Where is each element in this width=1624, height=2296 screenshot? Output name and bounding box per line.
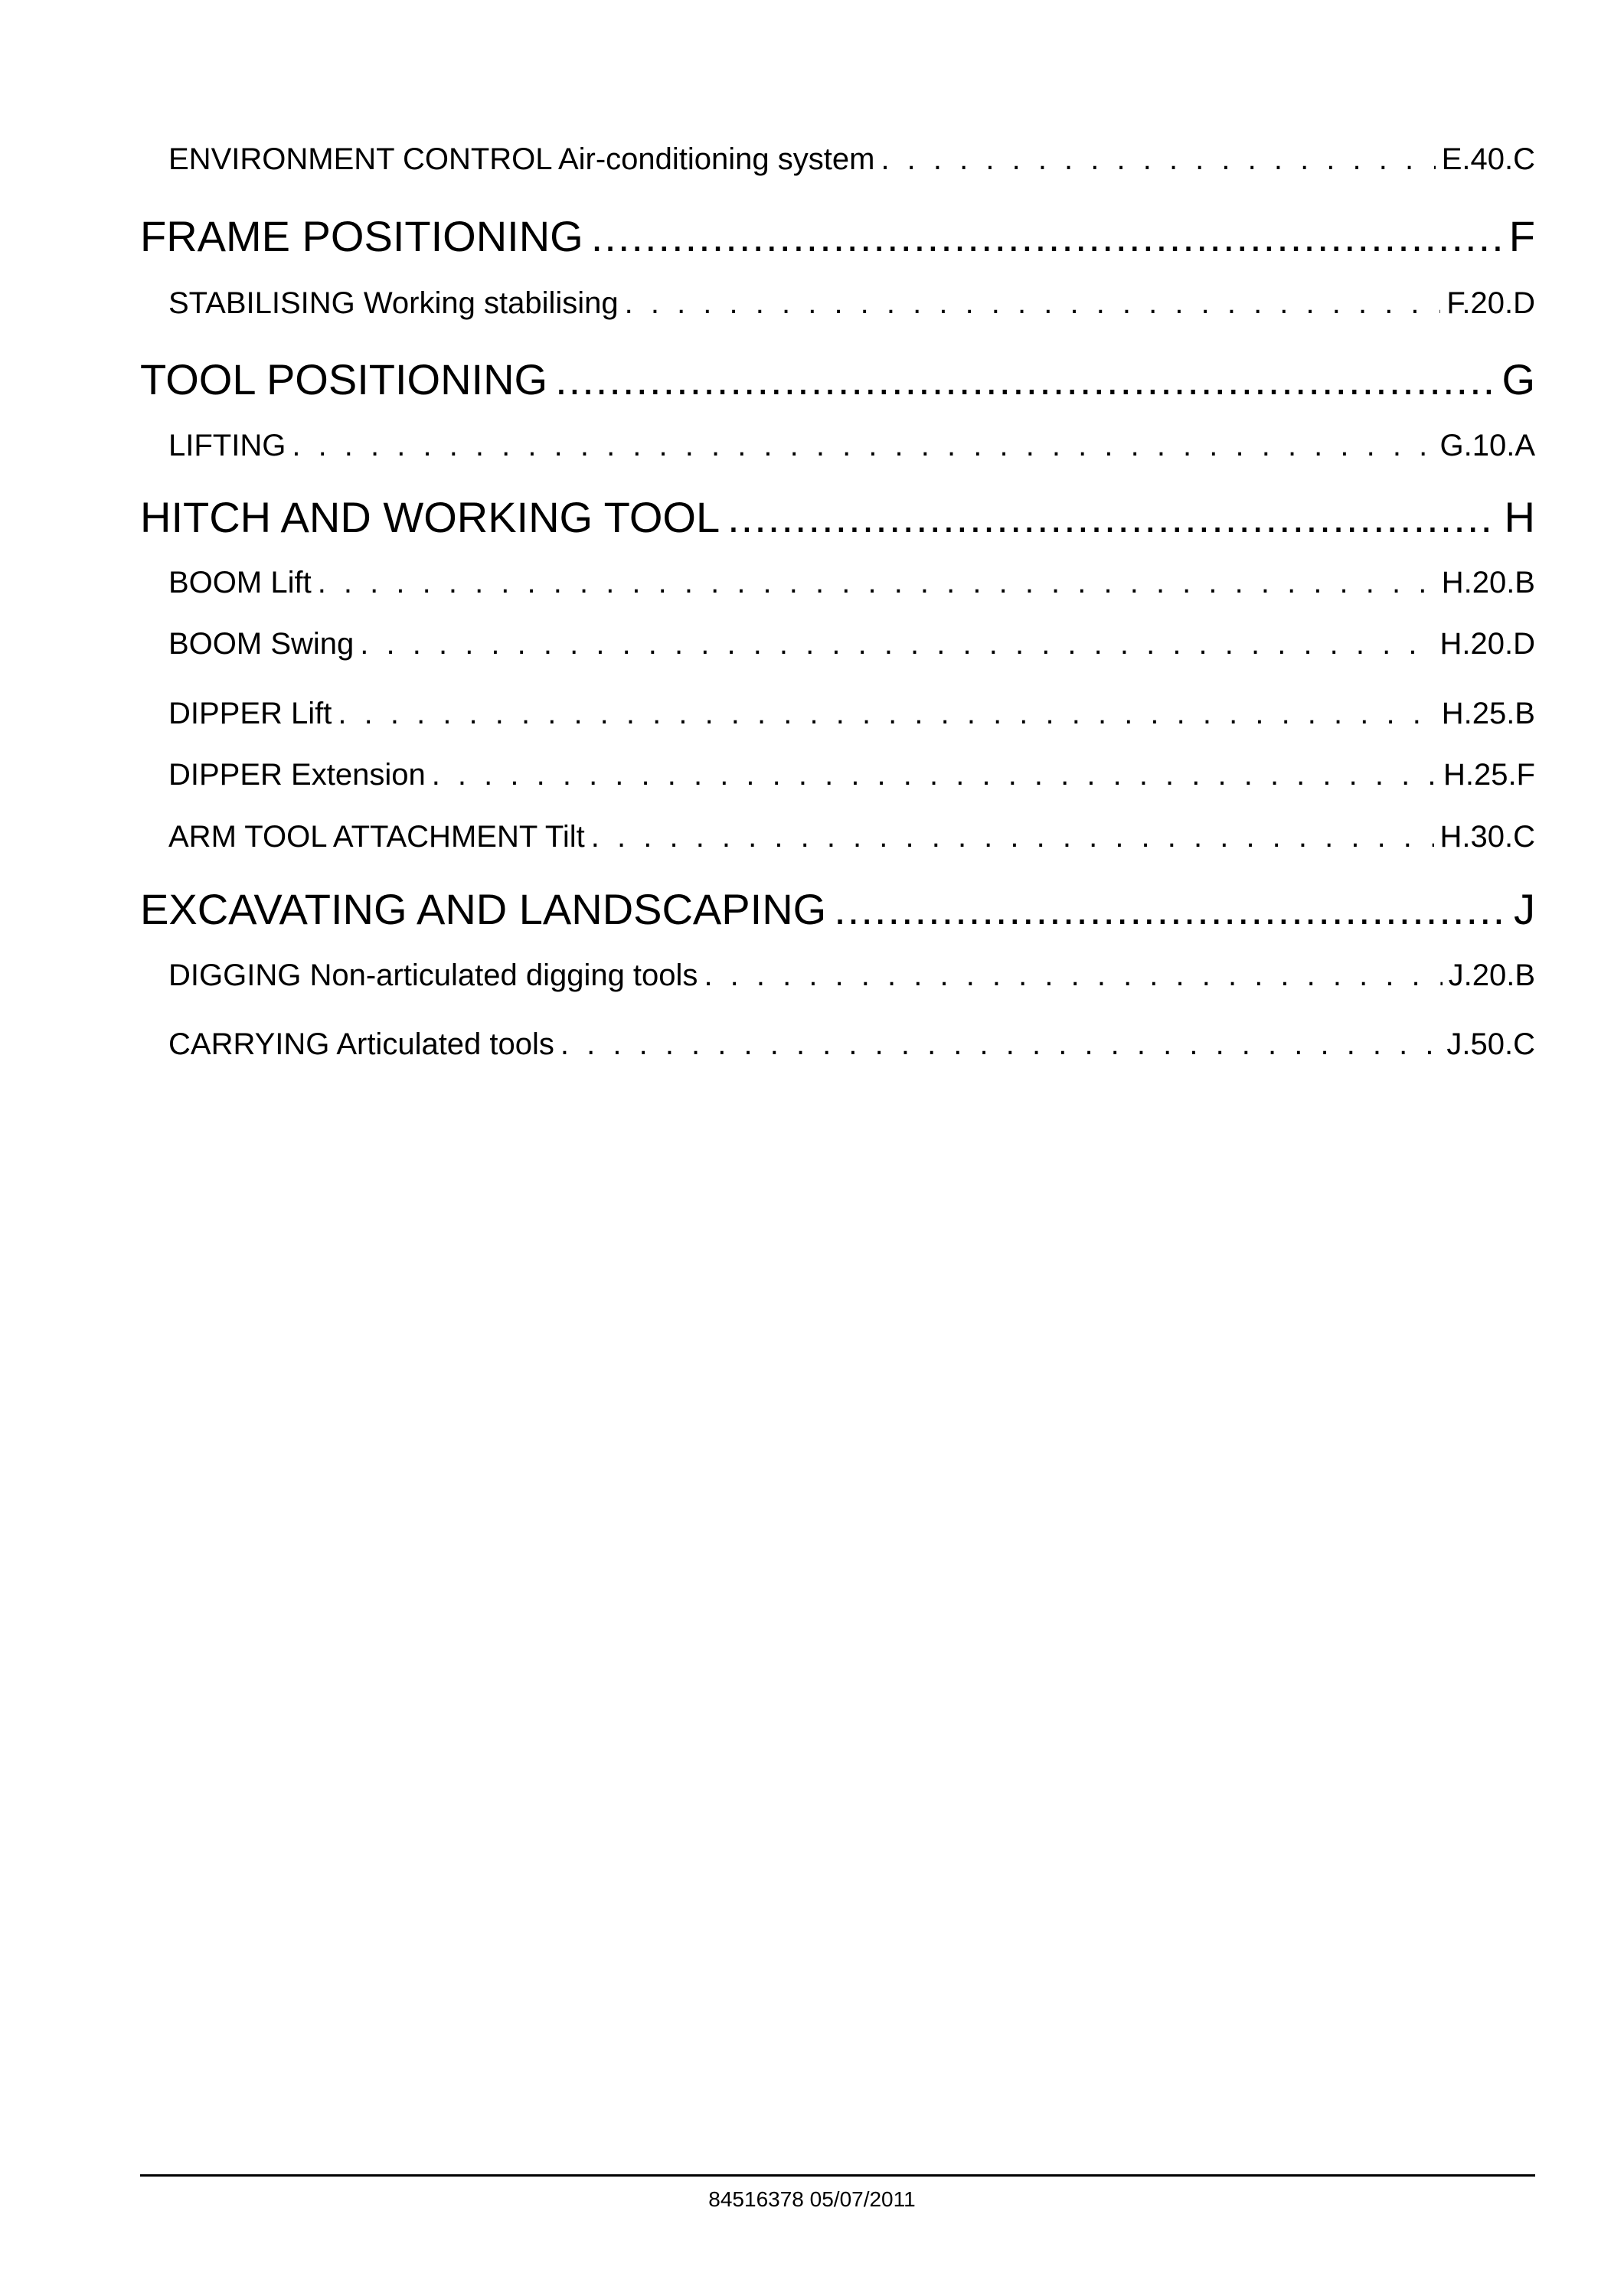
toc-section-ref: F [1508,212,1535,260]
toc-section-title: TOOL POSITIONING [140,355,548,403]
footer-divider [140,2174,1535,2177]
toc-dot-leader [560,1026,1440,1063]
toc-section-ref: G [1501,355,1535,403]
toc-entry-title: BOOM Swing [168,627,355,661]
toc-section-frame-positioning[interactable] [140,211,1535,262]
toc-entry-title: DIGGING Non-articulated digging tools [168,959,698,992]
toc-entry-title: LIFTING [168,429,286,462]
toc-section-ref: J [1514,885,1535,933]
toc-entry-arm-tool-attachment-tilt[interactable] [168,818,1535,855]
toc-entry-digging[interactable] [168,957,1535,994]
toc-entry-ref: F.20.D [1446,286,1535,320]
toc-entry-ref: H.30.C [1439,820,1535,854]
toc-section-hitch-and-working-tool[interactable] [140,492,1535,543]
toc-dot-leader [338,695,1435,732]
toc-entry-ref: J.50.C [1446,1027,1535,1061]
toc-dot-leader [834,884,1506,935]
toc-section-ref: H [1504,493,1535,541]
toc-entry-title: STABILISING Working stabilising [168,286,619,320]
toc-entry-ref: H.25.F [1443,758,1535,792]
toc-section-excavating-and-landscaping[interactable] [140,884,1535,935]
toc-entry-ref: G.10.A [1439,429,1535,462]
toc-dot-leader [360,625,1433,662]
toc-dot-leader [727,492,1496,543]
toc-dot-leader [881,141,1435,178]
toc-entry-environment-control[interactable] [168,141,1535,178]
toc-section-tool-positioning[interactable] [140,354,1535,405]
toc-entry-ref: H.20.D [1439,627,1535,661]
toc-entry-carrying[interactable] [168,1026,1535,1063]
toc-dot-leader [591,818,1434,855]
footer-doc-number-date: 84516378 05/07/2011 [708,2187,916,2211]
toc-entry-title: DIPPER Lift [168,697,332,730]
toc-section-title: EXCAVATING AND LANDSCAPING [140,885,827,933]
toc-entry-dipper-extension[interactable] [168,756,1535,793]
toc-section-title: FRAME POSITIONING [140,212,583,260]
toc-entry-boom-lift[interactable] [168,564,1535,601]
toc-dot-leader [704,957,1442,994]
toc-dot-leader [432,756,1437,793]
toc-entry-title: ARM TOOL ATTACHMENT Tilt [168,820,585,854]
toc-entry-ref: H.20.B [1441,566,1535,599]
toc-entry-dipper-lift[interactable] [168,695,1535,732]
toc-entry-title: ENVIRONMENT CONTROL Air-conditioning system [168,142,875,176]
toc-entry-ref: H.25.B [1441,697,1535,730]
toc-dot-leader [625,285,1441,322]
toc-entry-lifting[interactable] [168,427,1535,464]
toc-entry-title: BOOM Lift [168,566,312,599]
toc-entry-ref: J.20.B [1448,959,1535,992]
toc-entry-boom-swing[interactable] [168,625,1535,662]
toc-section-title: HITCH AND WORKING TOOL [140,493,721,541]
toc-entry-title: DIPPER Extension [168,758,426,792]
toc-dot-leader [555,354,1494,405]
toc-dot-leader [318,564,1436,601]
toc-entry-title: CARRYING Articulated tools [168,1027,554,1061]
toc-dot-leader [591,211,1501,262]
toc-entry-stabilising[interactable] [168,285,1535,322]
toc-dot-leader [292,427,1433,464]
toc-entry-ref: E.40.C [1441,142,1535,176]
